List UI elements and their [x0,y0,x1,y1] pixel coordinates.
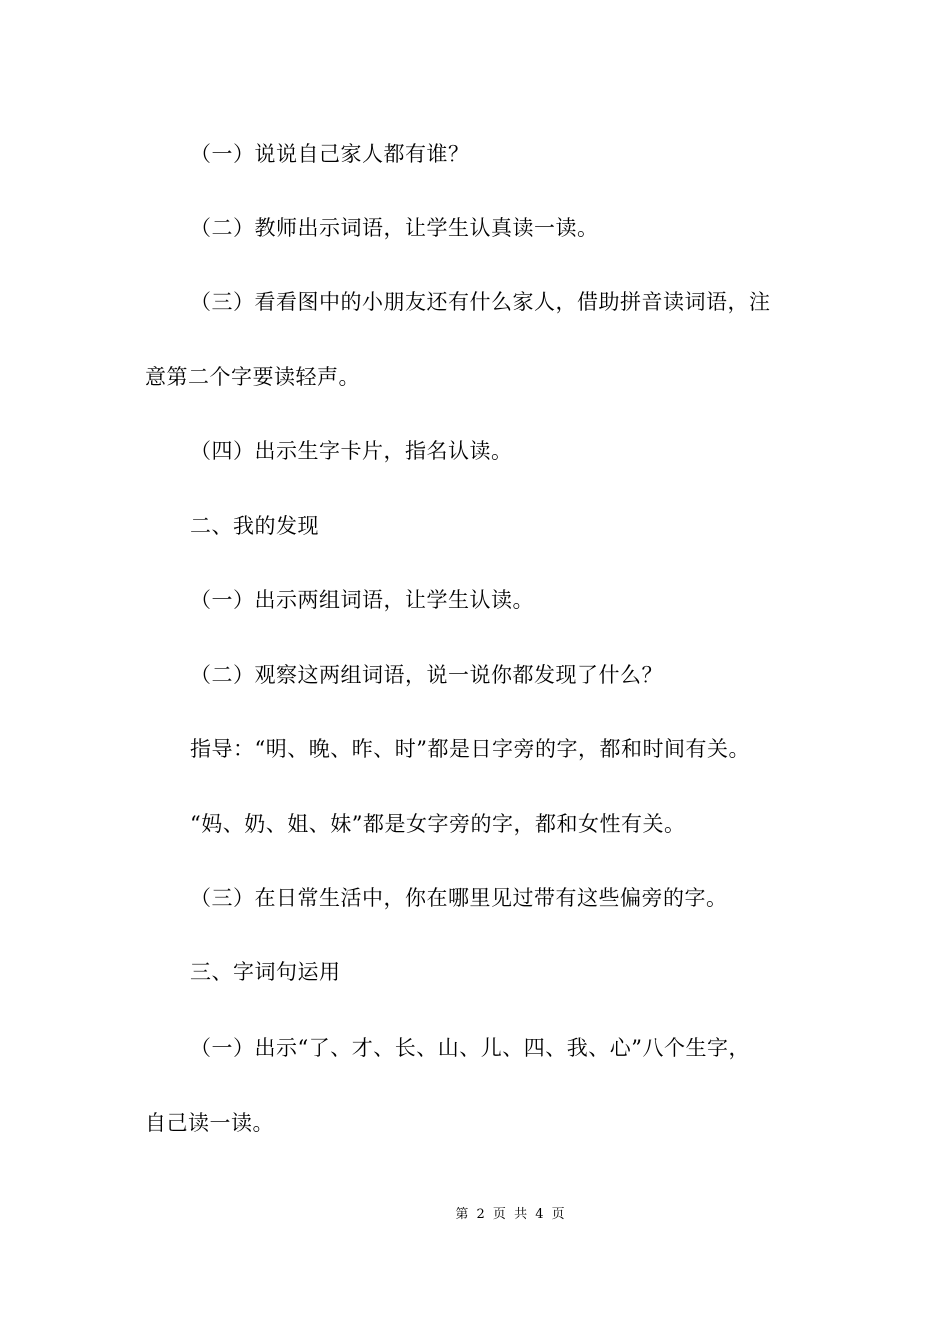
footer-total-pages: 4 [535,1207,544,1222]
section-heading: 二、我的发现 [190,514,319,538]
paragraph-line: （二）观察这两组词语，说一说你都发现了什么？ [190,663,663,687]
paragraph-line: 指导：“明、晚、昨、时”都是日字旁的字，都和时间有关。 [190,737,750,761]
paragraph-line: 意第二个字要读轻声。 [145,365,360,389]
footer-ye: 页 [551,1207,565,1222]
paragraph-line: （一）出示“了、才、长、山、儿、四、我、心”八个生字， [190,1036,750,1060]
footer-di: 第 [455,1207,469,1222]
paragraph-line: （二）教师出示词语，让学生认真读一读。 [190,216,599,240]
footer-current-page: 2 [476,1207,485,1222]
section-heading: 三、字词句运用 [190,960,341,984]
paragraph-line: “妈、奶、姐、妹”都是女字旁的字，都和女性有关。 [190,812,686,836]
paragraph-line: （四）出示生字卡片，指名认读。 [190,439,513,463]
paragraph-line: （三）在日常生活中，你在哪里见过带有这些偏旁的字。 [190,886,728,910]
page-footer [0,1206,950,1224]
paragraph-line: 自己读一读。 [145,1111,274,1135]
paragraph-line: （一）说说自己家人都有谁？ [190,142,470,166]
footer-ye: 页 [492,1207,506,1222]
footer-gong: 共 [514,1207,528,1222]
paragraph-line: （一）出示两组词语，让学生认读。 [190,588,534,612]
paragraph-line: （三）看看图中的小朋友还有什么家人，借助拼音读词语，注 [190,290,771,314]
